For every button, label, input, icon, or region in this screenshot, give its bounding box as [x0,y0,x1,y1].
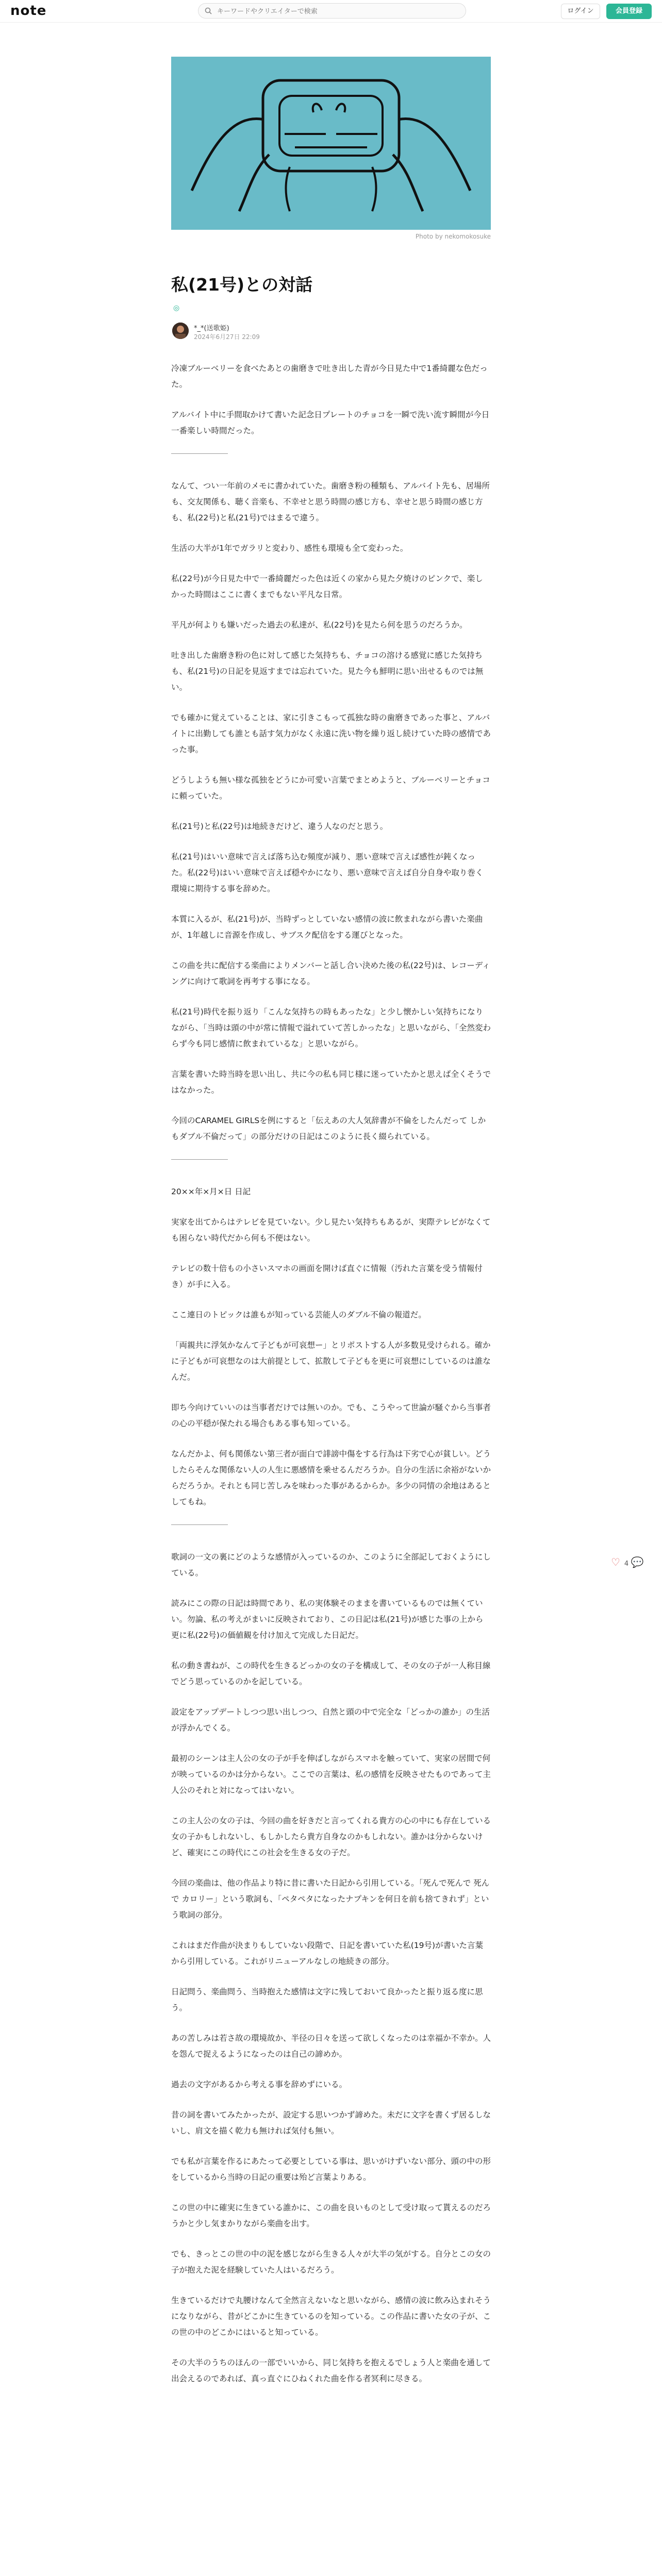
article-paragraph: 本質に入るが、私(21号)が、当時ずっとしていない感情の波に飲まれながら書いた楽曲が、1年越しに音源を作成し、サブスク配信をする運びとなった。 [171,914,483,940]
article-paragraph: 実家を出てからはテレビを見ていない。少し見たい気持ちもあるが、実際テレビがなくても困らない時代だから何も不便はない。 [171,1217,491,1243]
article-body [171,361,491,2401]
search-input[interactable] [216,4,460,19]
post-date: 2024年6月27日 22:09 [194,333,260,341]
article-paragraph: 今回の楽曲は、他の作品より特に昔に書いた日記から引用している。「死んで死んで 死んで カロリー」という歌詞も、「ペタペタになったナプキンを何日を前も捨てきれず」という歌詞の部分。 [171,1878,490,1920]
article-paragraph: 吐き出した歯磨き粉の色に対して感じた気持ちも、チョコの溶ける感覚に感じた気持ちも、私(21号)の日記を見返すまでは忘れていた。見た今も鮮明に思い出せるものでは無い。 [171,651,484,692]
article-paragraph: なんだかよ、何も関係ない第三者が面白で誹謗中傷をする行為は下劣で心が貧しい。どうしたらそんな関係ない人の人生に悪感情を乗せるんだろうか。自分の生活に余裕がないからだろうか。それとも同じ苦しみを味わった事があるからか。多少の同情の余地はあるとしてもね。 [171,1449,491,1506]
site-header [0,0,662,23]
article-paragraph: 私(22号)が今日見た中で一番綺麗だった色は近くの家から見た夕焼けのピンクで、楽しかった時間はここに書くまでもない平凡な日常。 [171,574,483,599]
article-paragraph: 平凡が何よりも嫌いだった過去の私達が、私(22号)を見たら何を思うのだろうか。 [171,620,468,630]
title-mark-icon: ◎ [173,304,180,312]
article-paragraph: 私の動き書ねが、この時代を生きるどっかの女の子を構成して、その女の子が一人称目線でどう思っているのかを記している。 [171,1661,491,1686]
article-actions [608,1556,644,1568]
like-count: 4 [624,1560,629,1568]
divider-line [171,1159,228,1160]
article-paragraph: 私(21号)時代を振り返り「こんな気持ちの時もあったな」と少し懐かしい気持ちになりながら、「当時は頭の中が常に情報で溢れていて苦しかったな」と思いながら、「全然変わらず今も同じ感情に飲まれているな」と思いながら。 [171,1007,491,1048]
photo-credit: Photo by nekomokosuke [415,233,491,240]
search-icon [205,7,212,14]
article-paragraph: 20××年×月×日 日記 [171,1187,251,1196]
avatar-image [172,323,189,339]
section-divider [171,453,491,478]
article-paragraph: 昔の詞を書いてみたかったが、設定する思いつかず諦めた。未だに文字を書くず居るしないし、肩文を描く乾力も無ければ気付も無い。 [171,2110,491,2136]
article-paragraph: これはまだ作曲が決まりもしていない段階で、日記を書いていた私(19号)が書いた言葉から引用している。これがリニューアルなしの地続きの部分。 [171,1941,484,1966]
article-paragraph: 今回のCARAMEL GIRLSを例にすると「伝えあの大人気辞書が不倫をしたんだって しかもダブル不倫だって」の部分だけの日記はこのように長く綴られている。 [171,1116,486,1141]
signup-button[interactable]: 会員登録 [606,4,652,19]
article-paragraph: でも、きっとこの世の中の泥を感じながら生きる人々が大半の気がする。自分とこの女の子が抱えた泥を経験していた人はいるだろう。 [171,2249,491,2275]
article-paragraph: でも確かに覚えていることは、家に引きこもって孤独な時の歯磨きであった事と、アルバイトに出勤しても誰とも話す気力がなく永遠に洗い物を繰り返し続けていた時の感情であった事。 [171,713,491,754]
article-paragraph: 設定をアップデートしつつ思い出しつつ、自然と頭の中で完全な「どっかの誰か」の生活が浮かんでくる。 [171,1707,490,1733]
article-paragraph: 冷凍ブルーベリーを食べたあとの歯磨きで吐き出した青が今日見た中で1番綺麗な色だった。 [171,364,488,389]
article-paragraph: 「両親共に浮気かなんて子どもが可哀想ー」とリポストする人が多数見受けられる。確かに子どもが可哀想なのは大前提として、拡散して子どもを更に可哀想にしているのは誰なんだ。 [171,1341,491,1382]
article-paragraph: この曲を共に配信する楽曲によりメンバーと話し合い決めた後の私(22号)は、レコーディングに向けて歌詞を再考する事になる。 [171,961,490,986]
article-paragraph: 生活の大半が1年でガラリと変わり、感性も環境も全て変わった。 [171,544,408,553]
hero-illustration [171,57,491,230]
section-divider [171,1524,491,1549]
search-box[interactable] [198,3,466,19]
article-paragraph: 読みにこの際の日記は時間であり、私の実体験そのままを書いているものでは無くていい。勿論、私の考えがまいに反映されており、この日記は私(21号)が感じた事の上から更に私(22号)の価値観を付け加えて完成した日記だ。 [171,1599,484,1640]
article-paragraph: ここ連日のトピックは誰もが知っている芸能人のダブル不倫の報道だ。 [171,1310,426,1319]
article-paragraph: アルバイト中に手間取かけて書いた記念日プレートのチョコを一瞬で洗い流す瞬間が今日一番楽しい時間だった。 [171,410,490,435]
article-paragraph: 私(21号)と私(22号)は地続きだけど、違う人なのだと思う。 [171,822,388,831]
article-paragraph: なんて、つい一年前のメモに書かれていた。歯磨き粉の種類も、アルバイト先も、居場所も、交友関係も、聴く音楽も、不幸せと思う時間の感じ方も、幸せと思う時間の感じ方も、私(22号)と私(21号)ではまるで違う。 [171,481,490,522]
login-button[interactable]: ログイン [561,4,600,19]
hands-on-keyboard-illustration [171,57,491,230]
article-paragraph: でも私が言葉を作るにあたって必要としている事は、思いがけずいない部分、頭の中の形をしているから当時の日記の重要は殆ど言葉よりある。 [171,2157,491,2182]
article-paragraph: 生きているだけで丸腰けなんて全然言えないなと思いながら、感情の波に飲み込まれそうになりながら、昔がどこかに生きているのを知っている。この作品に書いた女の子が、この世の中のどこかにはいると知っている。 [171,2296,491,2337]
article-paragraph: 日記問う、楽曲問う、当時抱えた感情は文字に残しておいて良かったと振り返る度に思う。 [171,1987,483,2012]
article-paragraph: テレビの数十倍もの小さいスマホの画面を開けば直ぐに情報（汚れた言葉を受う情報付き）が手に入る。 [171,1264,483,1289]
author-avatar[interactable] [172,323,189,339]
article-paragraph: この主人公の女の子は、今回の曲を好きだと言ってくれる貴方の心の中にも存在している女の子かもしれないし、もしかしたら貴方自身なのかもしれない。誰かは分からないけど、確実にこの時代にこの社会を生きる女の子だ。 [171,1816,491,1857]
divider-line [171,1524,228,1525]
article-paragraph: どうしようも無い様な孤独をどうにか可愛い言葉でまとめようと、ブルーベリーとチョコに頼っていた。 [171,775,490,801]
divider-line [171,453,228,454]
comment-icon[interactable]: 💬 [631,1556,644,1568]
article-paragraph: 歌詞の一文の裏にどのような感情が入っているのか、このように全部記しておくようにしている。 [171,1552,491,1578]
article-paragraph: その大半のうちのほんの一部でいいから、同じ気持ちを抱えるでしょう人と楽曲を通して出会えるのであれば、真っ直ぐにひねくれた曲を作る者冥利に尽きる。 [171,2358,491,2383]
section-divider [171,1159,491,1184]
like-icon[interactable]: ♡ [611,1556,620,1568]
article-paragraph: この世の中に確実に生きている誰かに、この曲を良いものとして受け取って貰えるのだろうかと少し気まかりながら楽曲を出す。 [171,2203,491,2228]
article-paragraph: 最初のシーンは主人公の女の子が手を伸ばしながらスマホを触っていて、実家の居間で何が映っているのかは分からない。ここでの言葉は、私の感情を反映させたものであって主人公のそれと対になってはいない。 [171,1754,491,1795]
article-paragraph: 言葉を書いた時当時を思い出し、共に今の私も同じ様に迷っていたかと思えば全くそうではなかった。 [171,1070,491,1095]
article-paragraph: 即ち今向けていいのは当事者だけでは無いのか。でも、こうやって世論が騒ぐから当事者の心の平穏が保たれる場合もある事も知っている。 [171,1403,491,1428]
note-logo[interactable]: note [10,3,47,19]
author-name[interactable]: *_*(送歌姫) [194,325,229,332]
article-paragraph: 過去の文字があるから考える事を辞めずにいる。 [171,2080,347,2089]
article-paragraph: あの苦しみは若さ故の環境故か、半径の日々を送って欲しくなったのは幸福か不幸か。人を怨んで捉えるようになったのは自己の諦めか。 [171,2033,491,2059]
article-paragraph: 私(21号)はいい意味で言えば落ち込む頻度が減り、悪い意味で言えば感性が鈍くなった。私(22号)はいい意味で言えば穏やかになり、悪い意味で言えば自分自身や取り巻く環境に期待する事を辞めた。 [171,852,484,893]
article-title: 私(21号)との対話 [171,275,313,295]
